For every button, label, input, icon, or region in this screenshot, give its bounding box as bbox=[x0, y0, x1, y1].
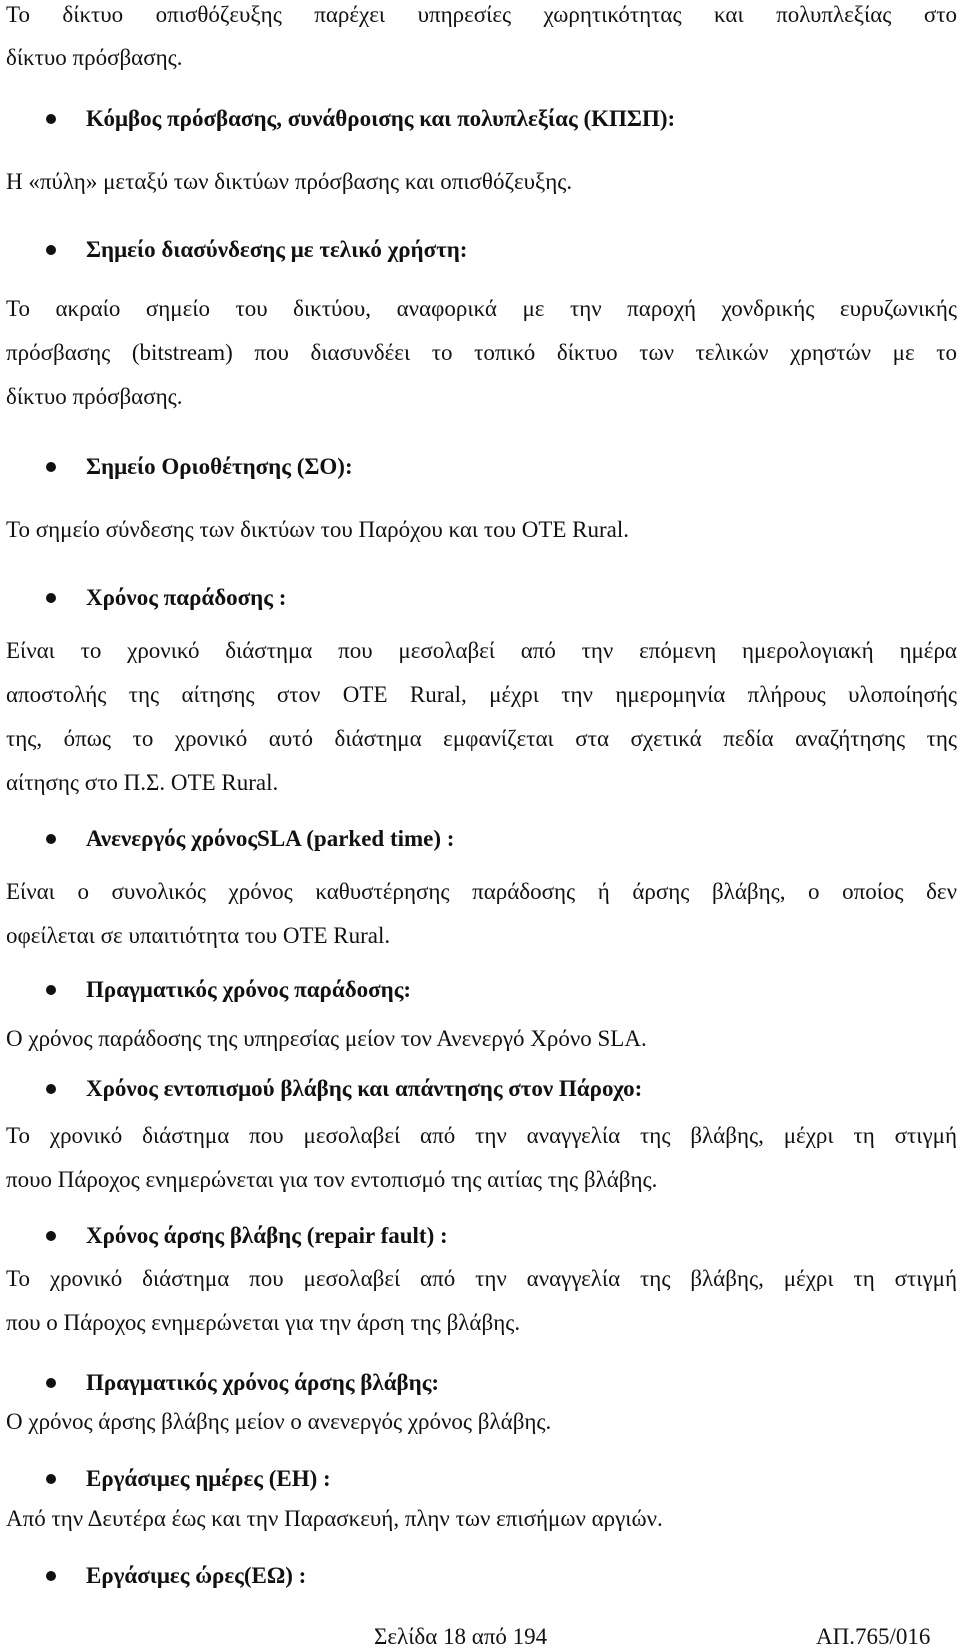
definition-term: Χρόνος άρσης βλάβης (repair fault) : bbox=[86, 1223, 448, 1248]
definition-term: Πραγματικός χρόνος άρσης βλάβης: bbox=[86, 1370, 440, 1395]
definition-text: της, όπως το χρονικό αυτό διάστημα εμφανίζεται στα σχετικά πεδία αναζήτησης της bbox=[6, 726, 957, 751]
definition-term: Χρόνος παράδοσης : bbox=[86, 585, 287, 610]
intro-line: Το δίκτυο οπισθόζευξης παρέχει υπηρεσίες χωρητικότητας και πολυπλεξίας στο bbox=[6, 2, 957, 27]
definition-term: Χρόνος εντοπισμού βλάβης και απάντησης στον Πάροχο: bbox=[86, 1076, 643, 1101]
definition-text: που ο Πάροχος ενημερώνεται για την άρση της βλάβης. bbox=[6, 1310, 521, 1335]
definition-text: δίκτυο πρόσβασης. bbox=[6, 384, 183, 409]
bullet-icon bbox=[46, 985, 56, 995]
bullet-icon bbox=[46, 114, 56, 124]
definition-text: αίτησης στο Π.Σ. ΟΤΕ Rural. bbox=[6, 770, 279, 795]
definition-text: πουο Πάροχος ενημερώνεται για τον εντοπισμό της αιτίας της βλάβης. bbox=[6, 1167, 658, 1192]
definition-text: πρόσβασης (bitstream) που διασυνδέει το τοπικό δίκτυο των τελικών χρηστών με το bbox=[6, 340, 957, 365]
bullet-icon bbox=[46, 1571, 56, 1581]
definition-text: Ο χρόνος παράδοσης της υπηρεσίας μείον τον Ανενεργό Χρόνο SLA. bbox=[6, 1026, 647, 1051]
document-reference: ΑΠ.765/016 bbox=[816, 1624, 931, 1649]
definition-term: Εργάσιμες ημέρες (ΕΗ) : bbox=[86, 1466, 331, 1491]
definition-text: Το χρονικό διάστημα που μεσολαβεί από την αναγγελία της βλάβης, μέχρι τη στιγμή bbox=[6, 1123, 957, 1148]
definition-text: Η «πύλη» μεταξύ των δικτύων πρόσβασης και οπισθόζευξης. bbox=[6, 169, 573, 194]
bullet-icon bbox=[46, 834, 56, 844]
definition-text: Το σημείο σύνδεσης των δικτύων του Παρόχου και του ΟΤΕ Rural. bbox=[6, 517, 630, 542]
page-number: Σελίδα 18 από 194 bbox=[374, 1624, 548, 1649]
definition-term: Σημείο διασύνδεσης με τελικό χρήστη: bbox=[86, 237, 468, 262]
definition-term: Κόμβος πρόσβασης, συνάθροισης και πολυπλεξίας (ΚΠΣΠ): bbox=[86, 106, 676, 131]
bullet-icon bbox=[46, 245, 56, 255]
definition-text: Είναι το χρονικό διάστημα που μεσολαβεί από την επόμενη ημερολογιακή ημέρα bbox=[6, 638, 957, 663]
definition-text: Ο χρόνος άρσης βλάβης μείον ο ανενεργός χρόνος βλάβης. bbox=[6, 1409, 552, 1434]
definition-text: Το χρονικό διάστημα που μεσολαβεί από την αναγγελία της βλάβης, μέχρι τη στιγμή bbox=[6, 1266, 957, 1291]
intro-line: δίκτυο πρόσβασης. bbox=[6, 45, 183, 70]
definition-text: Το ακραίο σημείο του δικτύου, αναφορικά με την παροχή χονδρικής ευρυζωνικής bbox=[6, 296, 957, 321]
bullet-icon bbox=[46, 1084, 56, 1094]
definition-term: Σημείο Οριοθέτησης (ΣΟ): bbox=[86, 454, 353, 479]
bullet-icon bbox=[46, 1474, 56, 1484]
definition-term: Πραγματικός χρόνος παράδοσης: bbox=[86, 977, 412, 1002]
definition-text: αποστολής της αίτησης στον ΟΤΕ Rural, μέχρι την ημερομηνία πλήρους υλοποίησής bbox=[6, 682, 957, 707]
definition-term: Ανενεργός χρόνοςSLA (parked time) : bbox=[86, 826, 455, 851]
bullet-icon bbox=[46, 1231, 56, 1241]
bullet-icon bbox=[46, 593, 56, 603]
definition-text: Είναι ο συνολικός χρόνος καθυστέρησης παράδοσης ή άρσης βλάβης, ο οποίος δεν bbox=[6, 879, 957, 904]
definition-text: οφείλεται σε υπαιτιότητα του ΟΤΕ Rural. bbox=[6, 923, 391, 948]
definition-text: Από την Δευτέρα έως και την Παρασκευή, πλην των επισήμων αργιών. bbox=[6, 1506, 663, 1531]
definition-term: Εργάσιμες ώρες(ΕΩ) : bbox=[86, 1563, 307, 1588]
bullet-icon bbox=[46, 1378, 56, 1388]
bullet-icon bbox=[46, 462, 56, 472]
